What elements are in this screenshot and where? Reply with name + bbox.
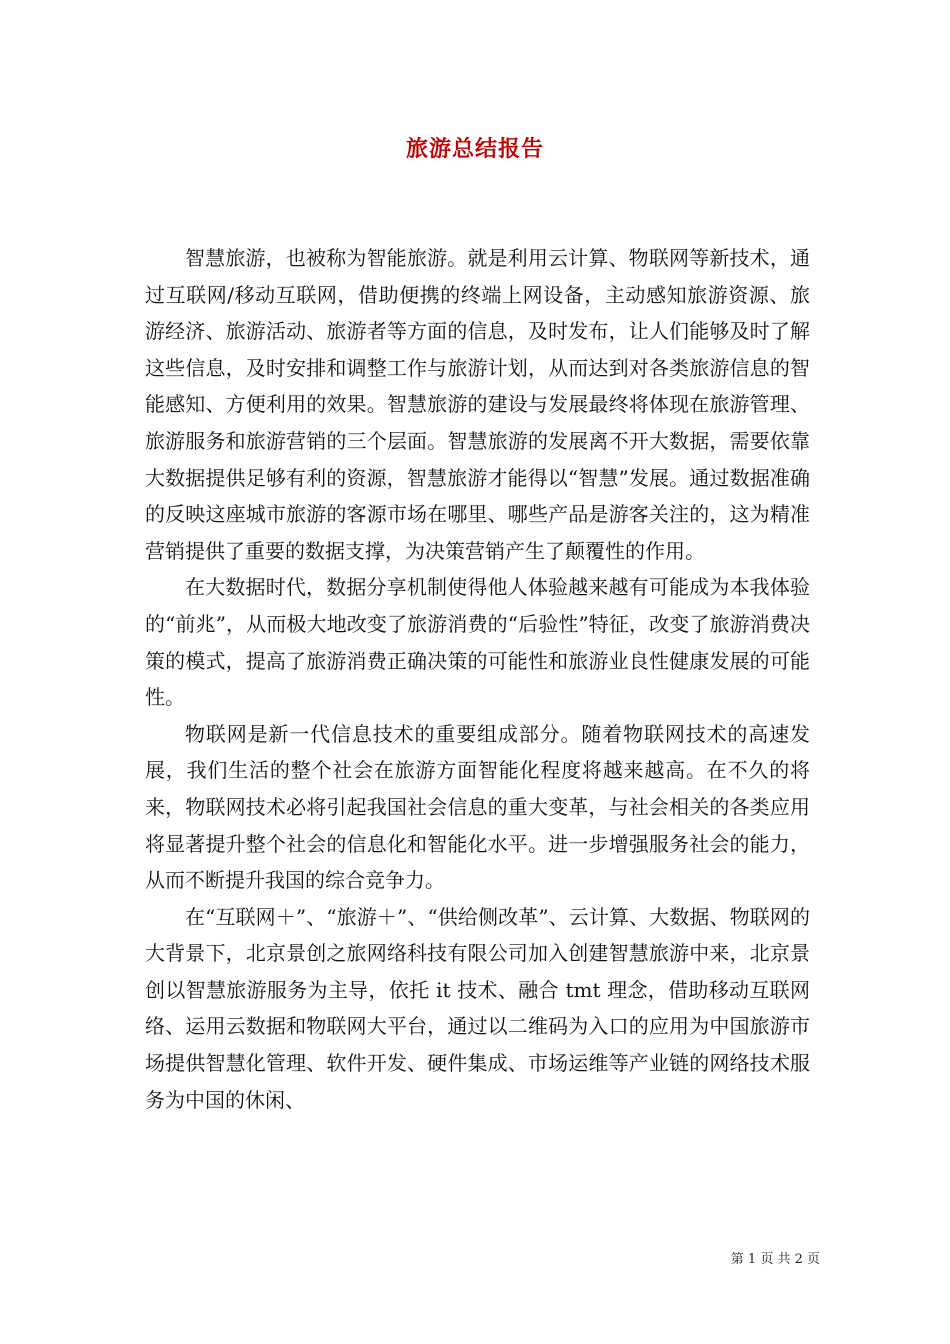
paragraph-1: 智慧旅游，也被称为智能旅游。就是利用云计算、物联网等新技术，通过互联网/移动互联网，借助便携的终端上网设备，主动感知旅游资源、旅游经济、旅游活动、旅游者等方面的信息，及时发布，让人们能够及时了解这些信息，及时安排和调整工作与旅游计划，从而达到对各类旅游信息的智能感知、方便利用的效果。智慧旅游的建设与发展最终将体现在旅游管理、旅游服务和旅游营销的三个层面。智慧旅游的发展离不开大数据，需要依靠大数据提供足够有利的资源，智慧旅游才能得以“智慧”发展。通过数据准确的反映这座城市旅游的客源市场在哪里、哪些产品是游客关注的，这为精准营销提供了重要的数据支撑，为决策营销产生了颠覆性的作用。 xyxy=(145,246,810,563)
paragraph-3: 物联网是新一代信息技术的重要组成部分。随着物联网技术的高速发展，我们生活的整个社会在旅游方面智能化程度将越来越高。在不久的将来，物联网技术必将引起我国社会信息的重大变革，与社会相关的各类应用将显著提升整个社会的信息化和智能化水平。进一步增强服务社会的能力，从而不断提升我国的综合竞争力。 xyxy=(145,721,810,893)
page-number-footer: 第 1 页 共 2 页 xyxy=(730,1252,820,1267)
document-title: 旅游总结报告 xyxy=(405,136,544,162)
paragraph-4: 在“互联网＋”、“旅游＋”、“供给侧改革”、云计算、大数据、物联网的大背景下，北京景创之旅网络科技有限公司加入创建智慧旅游中来，北京景创以智慧旅游服务为主导，依托 it 技术、融合 tmt 理念，借助移动互联网络、运用云数据和物联网大平台，通过以二维码为入口的应用为中国旅游市场提供智慧化管理、软件开发、硬件集成、市场运维等产业链的网络技术服务为中国的休闲、 xyxy=(145,904,810,1112)
document-body xyxy=(145,240,810,1118)
paragraph-2: 在大数据时代，数据分享机制使得他人体验越来越有可能成为本我体验的“前兆”，从而极大地改变了旅游消费的“后验性”特征，改变了旅游消费决策的模式，提高了旅游消费正确决策的可能性和旅游业良性健康发展的可能性。 xyxy=(145,575,810,710)
